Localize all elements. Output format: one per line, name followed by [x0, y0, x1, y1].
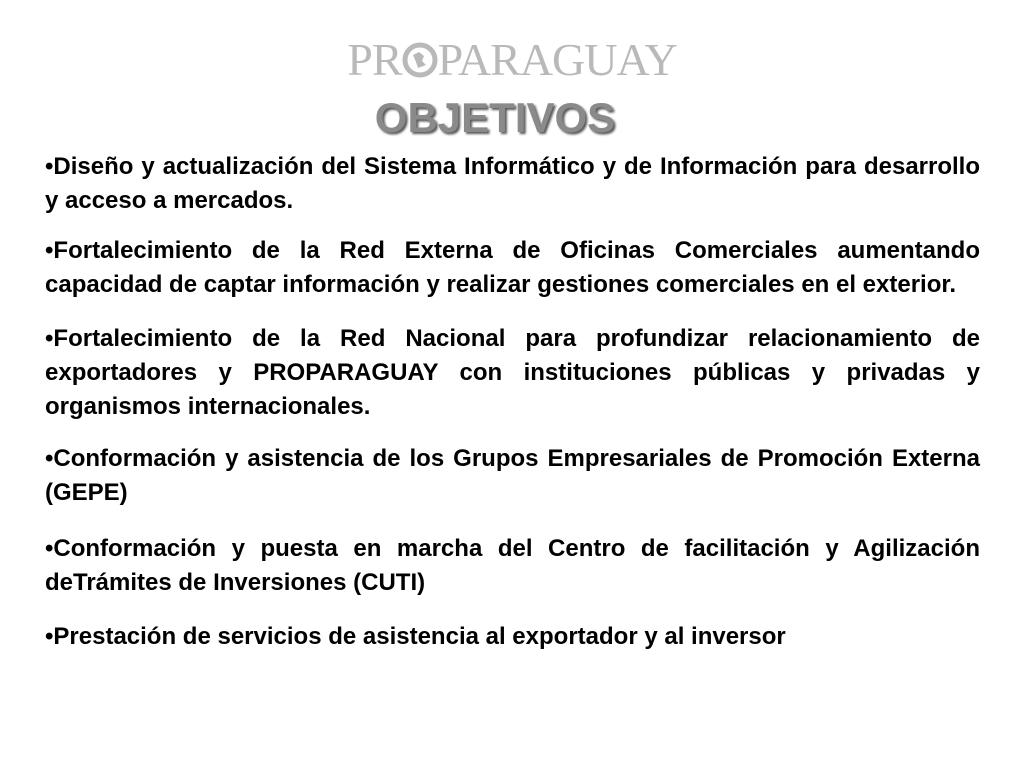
objective-item: •Fortalecimiento de la Red Externa de Oficinas Comerciales aumentando capacidad de captar información y realizar gestiones comerciales en el exterior. — [45, 237, 980, 298]
objective-item: •Fortalecimiento de la Red Nacional para profundizar relacionamiento de exportadores y PROPARAGUAY con instituciones públicas y privadas y organismos internacionales. — [45, 325, 980, 420]
proparaguay-logo — [0, 36, 1024, 84]
objective-item: •Prestación de servicios de asistencia al exportador y al inversor — [45, 623, 786, 650]
objectives-list — [45, 150, 980, 654]
logo-text-right: PARAGUAY — [437, 34, 677, 85]
objective-item: •Diseño y actualización del Sistema Informático y de Información para desarrollo y acceso a mercados. — [45, 153, 980, 214]
slide-title: OBJETIVOS — [374, 94, 616, 141]
logo-text-left: PR — [347, 34, 402, 85]
objective-item: •Conformación y puesta en marcha del Centro de facilitación y Agilización deTrámites de Inversiones (CUTI) — [45, 535, 980, 596]
logo-o-map-icon — [402, 36, 438, 84]
objective-item: •Conformación y asistencia de los Grupos Empresariales de Promoción Externa (GEPE) — [45, 445, 980, 506]
